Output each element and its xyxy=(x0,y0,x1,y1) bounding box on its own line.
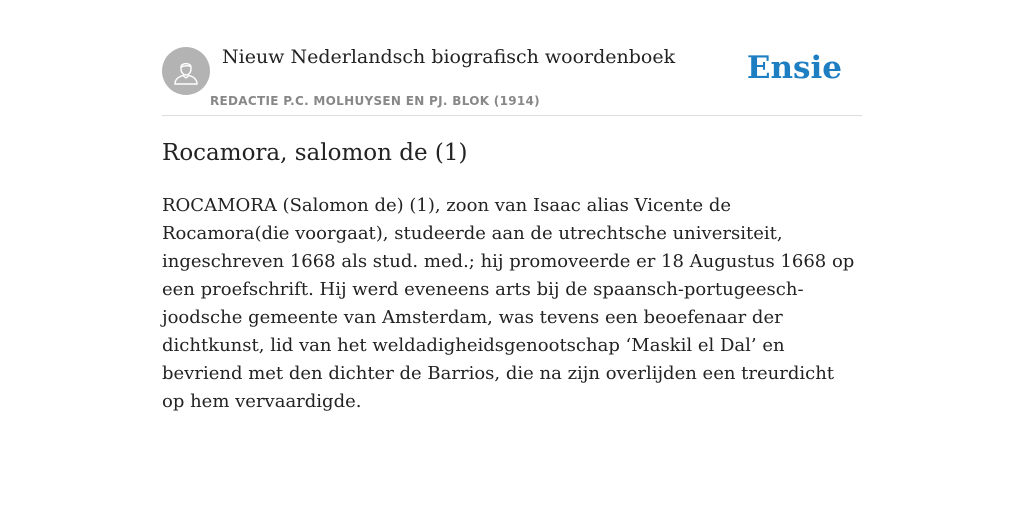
user-silhouette-icon xyxy=(172,57,200,85)
page-container xyxy=(162,0,862,412)
source-subtitle: REDACTIE P.C. MOLHUYSEN EN PJ. BLOK (1914) xyxy=(210,94,540,108)
entry-title: Rocamora, salomon de (1) xyxy=(162,140,468,166)
source-header xyxy=(162,0,862,116)
brand-logo[interactable]: Ensie xyxy=(746,50,842,86)
avatar[interactable] xyxy=(162,47,210,95)
entry-body: ROCAMORA (Salomon de) (1), zoon van Isaac alias Vicente de Rocamora(die voorgaat), studeerde aan de utrechtsche universiteit, ingeschreven 1668 als stud. med.; hij promoveerde er 18 Augustus 1668 op een proefschrift. Hij werd eveneens arts bij de spaansch-portugeesch-joodsche gemeente van Amsterdam, was tevens een beoefenaar der dichtkunst, lid van het weldadigheidsgenootschap ‘Maskil el Dal’ en bevriend met den dichter de Barrios, die na zijn overlijden een treurdicht op hem vervaardigde. xyxy=(162,195,855,412)
source-title[interactable]: Nieuw Nederlandsch biografisch woordenboek xyxy=(222,46,676,68)
